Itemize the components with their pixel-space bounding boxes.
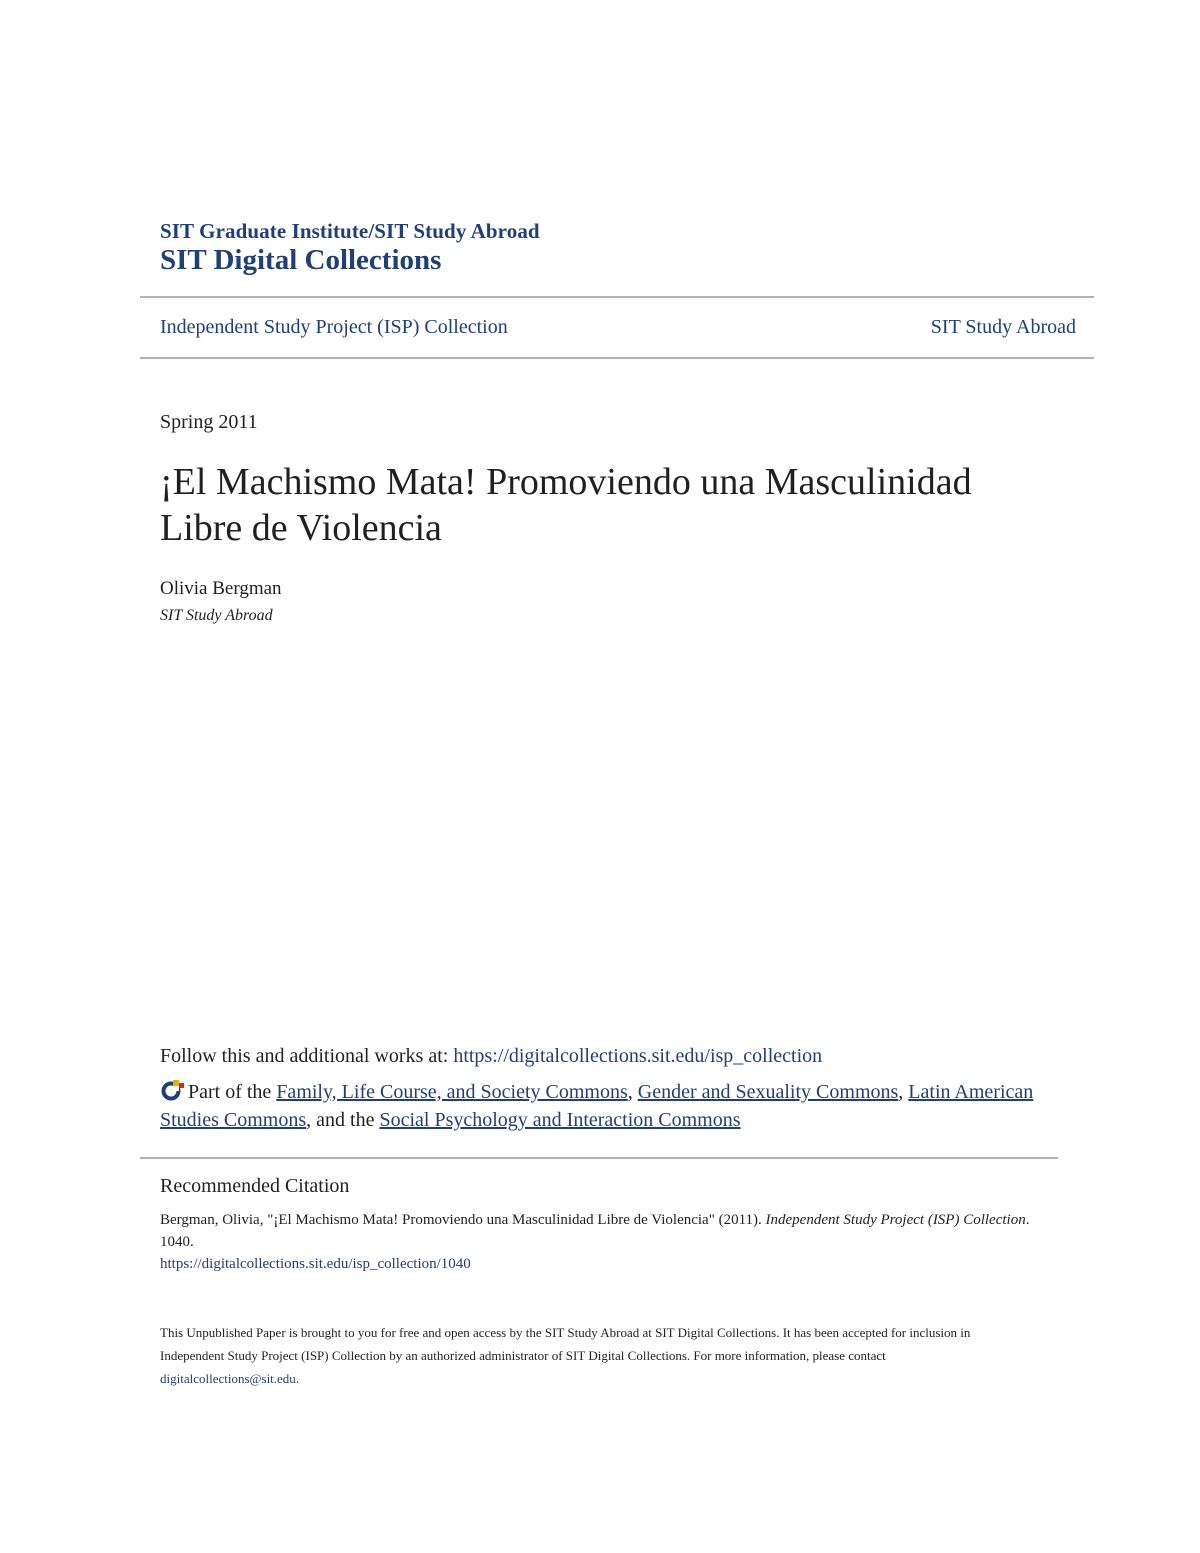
follow-url-link[interactable]: https://digitalcollections.sit.edu/isp_collection — [453, 1045, 823, 1067]
network-commons-icon — [160, 1079, 188, 1101]
citation-divider — [140, 1157, 1058, 1159]
separator: , — [898, 1081, 909, 1103]
part-of-prefix: Part of the — [188, 1081, 272, 1103]
citation-block — [160, 1209, 1040, 1275]
commons-link-social-psychology[interactable]: Social Psychology and Interaction Commons — [379, 1109, 741, 1131]
top-divider — [140, 296, 1094, 298]
commons-link-latin-american[interactable]: Latin American Studies Commons — [160, 1081, 1034, 1131]
author-affiliation: SIT Study Abroad — [160, 607, 273, 624]
citation-text: Bergman, Olivia, "¡El Machismo Mata! Promoviendo una Masculinidad Libre de Violencia" (2011). — [160, 1212, 762, 1228]
contact-email-link[interactable]: digitalcollections@sit.edu — [160, 1371, 296, 1386]
part-of-block — [160, 1078, 1040, 1134]
follow-line — [160, 1045, 822, 1068]
notice-text: This Unpublished Paper is brought to you for free and open access by the SIT Study Abroad at SIT Digital Collections. It has been accepted for inclusion in Independent Study Project (ISP) Collection by an authorized administrator of SIT Digital Collections. For more information, please contact — [160, 1325, 971, 1363]
commons-link-family[interactable]: Family, Life Course, and Society Commons — [276, 1081, 628, 1103]
nav-divider — [140, 357, 1094, 359]
follow-label: Follow this and additional works at: — [160, 1045, 449, 1067]
paper-title: ¡El Machismo Mata! Promoviendo una Masculinidad Libre de Violencia — [160, 461, 972, 549]
collections-title: SIT Digital Collections — [160, 244, 442, 276]
citation-heading: Recommended Citation — [160, 1175, 350, 1197]
institution-name: SIT Graduate Institute/SIT Study Abroad — [160, 219, 540, 243]
study-abroad-link[interactable]: SIT Study Abroad — [930, 316, 1076, 338]
publication-date: Spring 2011 — [160, 411, 258, 433]
citation-url-link[interactable]: https://digitalcollections.sit.edu/isp_collection/1040 — [160, 1256, 471, 1272]
author-name: Olivia Bergman — [160, 578, 282, 599]
notice-end: . — [295, 1371, 300, 1386]
and-the-text: , and the — [306, 1109, 380, 1131]
collection-link[interactable]: Independent Study Project (ISP) Collection — [160, 316, 508, 338]
commons-link-gender[interactable]: Gender and Sexuality Commons — [637, 1081, 899, 1103]
access-notice — [160, 1321, 1020, 1390]
citation-journal: Independent Study Project (ISP) Collection — [765, 1212, 1026, 1228]
separator: , — [627, 1081, 638, 1103]
citation-number: . 1040. — [160, 1212, 1030, 1250]
